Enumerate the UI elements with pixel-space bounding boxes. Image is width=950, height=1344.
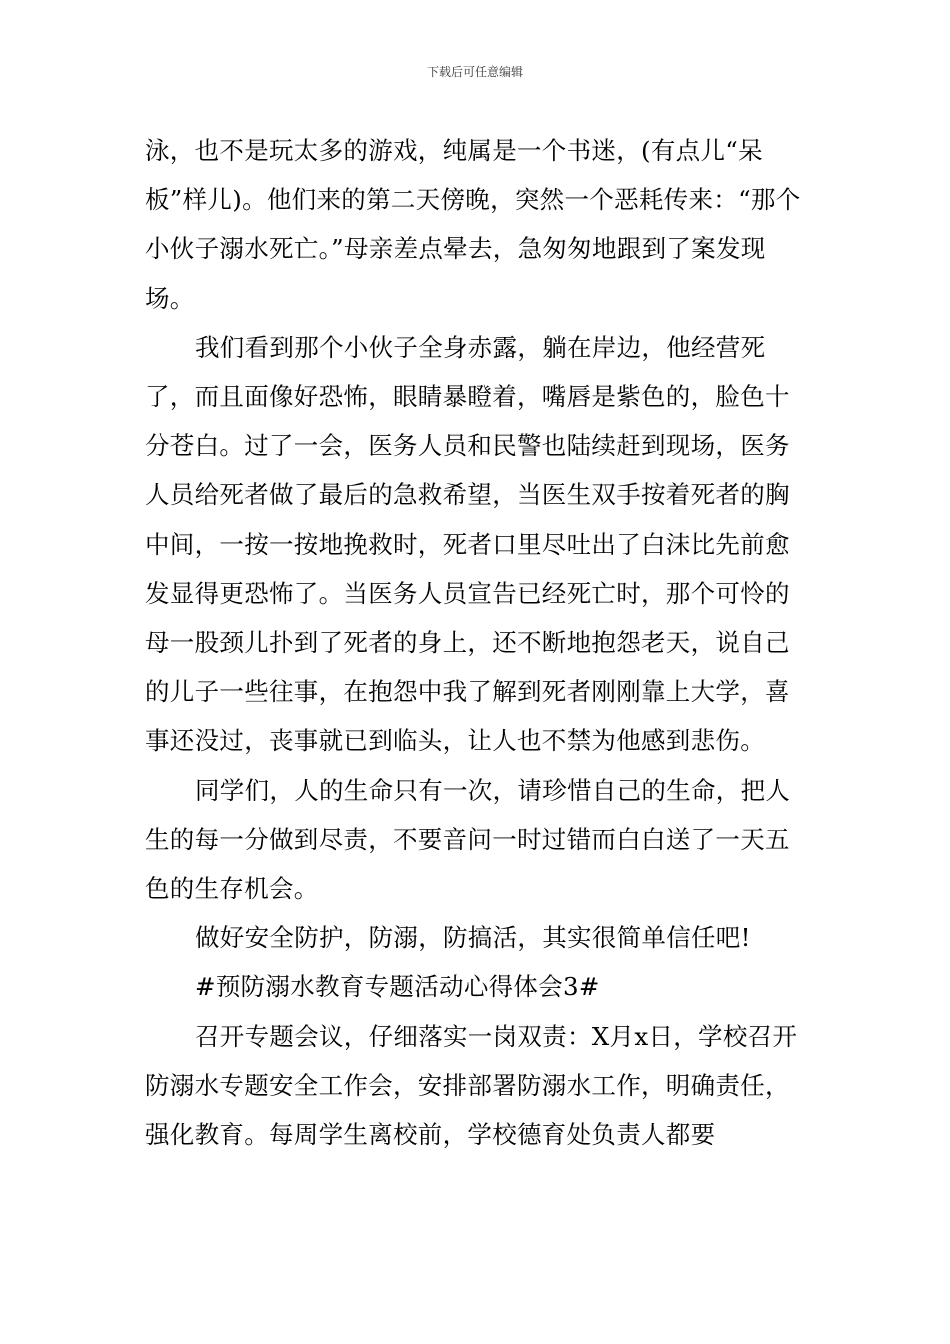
paragraph-scene-description: 我们看到那个小伙子全身赤露，躺在岸边，他经营死了，而且面像好恐怖，眼睛暴瞪着，嘴唇是紫色的，脸色十分苍白。过了一会，医务人员和民警也陆续赶到现场，医务人员给死者做了最后的急救希望，当医生双手按着死者的胸中间，一按一按地挽救时，死者口里尽吐出了白沫比先前愈发显得更恐怖了。当医务人员宣告已经死亡时，那个可怜的母一股颈儿扑到了死者的身上，还不断地抱怨老天，说自己的儿子一些往事，在抱怨中我了解到死者刚刚靠上大学，喜事还没过，丧事就已到临头，让人也不禁为他感到悲伤。 [145,332,790,756]
paragraph-appeal: 同学们，人的生命只有一次，请珍惜自己的生命，把人生的每一分做到尽责，不要音问一时过错而白白送了一天五色的生存机会。 [145,775,791,904]
paragraph-meeting: 召开专题会议，仔细落实一岗双责：X月x日，学校召开防溺水专题安全工作会，安排部署防溺水工作，明确责任，强化教育。每周学生离校前，学校德育处负责人都要 [145,1021,798,1150]
paragraph-safety-note: 做好安全防护，防溺，防搞活，其实很简单信任吧! [195,923,751,953]
document-body [145,126,805,1159]
page-header: 下载后可任意编辑 [426,65,523,79]
section-heading: #预防溺水教育专题活动心得体会3# [195,972,600,1002]
paragraph-continuation: 泳，也不是玩太多的游戏，纯属是一个书迷，(有点儿“呆板”样儿)。他们来的第二天傍晚，突然一个恶耗传来：“那个小伙子溺水死亡。”母亲差点晕去，急匆匆地跟到了案发现场。 [145,136,801,313]
